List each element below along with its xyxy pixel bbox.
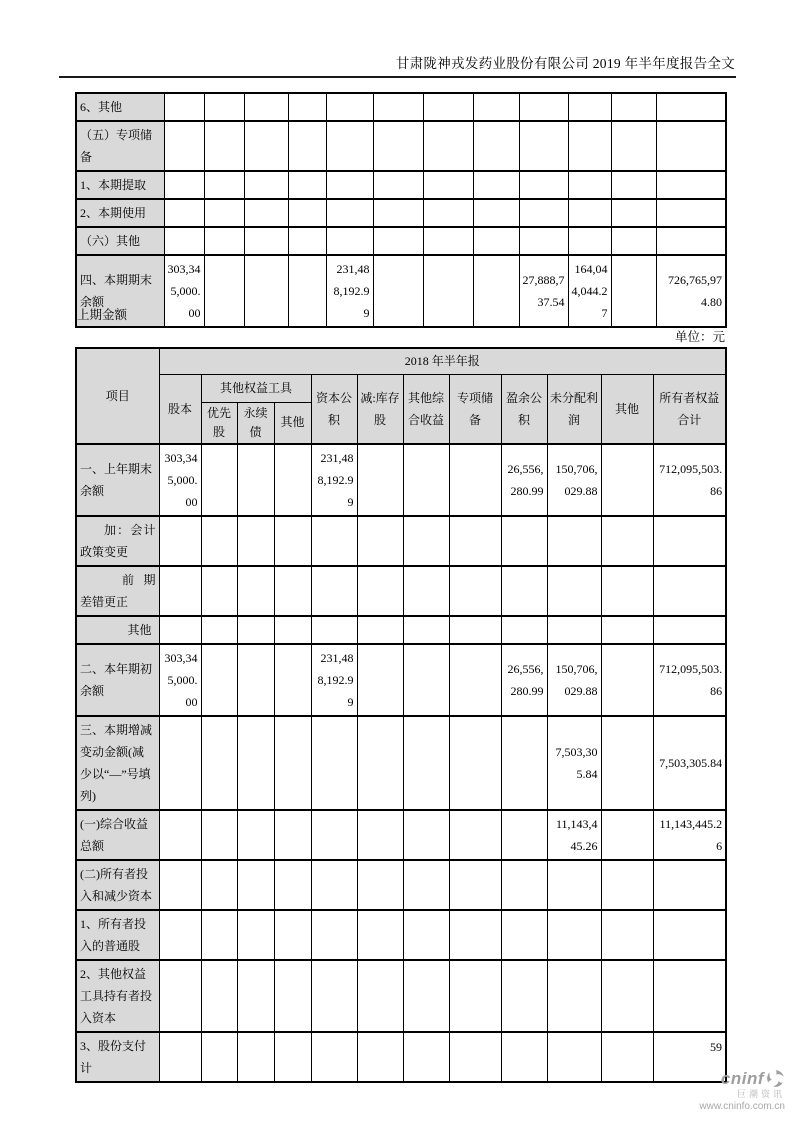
value-cell bbox=[164, 121, 204, 171]
value-cell bbox=[501, 910, 547, 960]
value-cell bbox=[653, 516, 726, 566]
value-cell: 27,888,737.54 bbox=[519, 255, 568, 327]
value-cell bbox=[201, 566, 237, 616]
value-cell bbox=[601, 910, 653, 960]
row-label: 四、本期期末余额 bbox=[76, 255, 164, 327]
col-header-other-equity-instruments: 其他权益工具 bbox=[201, 374, 311, 402]
value-cell bbox=[519, 93, 568, 121]
value-cell bbox=[274, 616, 311, 644]
value-cell bbox=[601, 716, 653, 810]
value-cell bbox=[288, 255, 326, 327]
prior-period-section-label: 上期金额 bbox=[77, 308, 128, 322]
value-cell bbox=[568, 121, 611, 171]
value-cell bbox=[159, 516, 201, 566]
row-label: （六）其他 bbox=[76, 227, 164, 255]
value-cell bbox=[449, 716, 501, 810]
table-row bbox=[76, 910, 726, 960]
value-cell bbox=[159, 910, 201, 960]
value-cell bbox=[288, 199, 326, 227]
value-cell bbox=[653, 860, 726, 910]
col-header-other: 其他 bbox=[601, 374, 653, 444]
page-number: 59 bbox=[710, 1040, 722, 1054]
value-cell bbox=[601, 616, 653, 644]
value-cell bbox=[244, 199, 288, 227]
row-label: 2、本期使用 bbox=[76, 199, 164, 227]
value-cell bbox=[311, 566, 357, 616]
value-cell bbox=[423, 199, 473, 227]
value-cell: 26,556,280.99 bbox=[501, 444, 547, 516]
value-cell bbox=[201, 1032, 237, 1082]
row-label: 加：会计政策变更 bbox=[76, 516, 159, 566]
value-cell bbox=[237, 644, 274, 716]
value-cell bbox=[244, 171, 288, 199]
value-cell bbox=[204, 121, 244, 171]
value-cell bbox=[473, 227, 519, 255]
value-cell bbox=[501, 1032, 547, 1082]
table-row bbox=[76, 960, 726, 1032]
value-cell bbox=[357, 516, 403, 566]
value-cell bbox=[204, 255, 244, 327]
value-cell bbox=[601, 444, 653, 516]
row-label: 1、所有者投入的普通股 bbox=[76, 910, 159, 960]
value-cell bbox=[568, 227, 611, 255]
row-label: 三、本期增减变动金额(减少以“—”号填列) bbox=[76, 716, 159, 810]
value-cell bbox=[601, 1032, 653, 1082]
value-cell bbox=[204, 199, 244, 227]
value-cell bbox=[357, 960, 403, 1032]
table-row bbox=[76, 516, 726, 566]
table-row bbox=[76, 1032, 726, 1082]
col-header-share-capital: 股本 bbox=[159, 374, 201, 444]
value-cell bbox=[611, 255, 656, 327]
value-cell bbox=[237, 960, 274, 1032]
value-cell bbox=[547, 616, 601, 644]
value-cell bbox=[311, 910, 357, 960]
value-cell bbox=[237, 1032, 274, 1082]
value-cell bbox=[656, 171, 726, 199]
value-cell bbox=[547, 960, 601, 1032]
value-cell bbox=[288, 121, 326, 171]
value-cell bbox=[373, 227, 423, 255]
value-cell: 231,488,192.99 bbox=[326, 255, 373, 327]
value-cell bbox=[449, 860, 501, 910]
value-cell bbox=[403, 644, 449, 716]
value-cell: 712,095,503.86 bbox=[653, 444, 726, 516]
document-title: 甘肃陇神戎发药业股份有限公司 2019 年半年度报告全文 bbox=[395, 56, 735, 71]
equity-change-table-current bbox=[75, 92, 727, 328]
value-cell bbox=[237, 810, 274, 860]
value-cell bbox=[449, 566, 501, 616]
table-row bbox=[76, 616, 726, 644]
value-cell bbox=[601, 516, 653, 566]
value-cell bbox=[237, 516, 274, 566]
value-cell bbox=[449, 644, 501, 716]
value-cell bbox=[473, 199, 519, 227]
row-label: 1、本期提取 bbox=[76, 171, 164, 199]
value-cell: 7,503,305.84 bbox=[547, 716, 601, 810]
table-row bbox=[76, 227, 726, 255]
header-divider bbox=[59, 76, 736, 78]
value-cell bbox=[288, 93, 326, 121]
value-cell bbox=[274, 960, 311, 1032]
value-cell bbox=[656, 199, 726, 227]
value-cell bbox=[473, 255, 519, 327]
value-cell bbox=[326, 199, 373, 227]
value-cell bbox=[473, 93, 519, 121]
value-cell bbox=[519, 171, 568, 199]
value-cell bbox=[423, 227, 473, 255]
value-cell bbox=[357, 644, 403, 716]
col-header-surplus-reserve: 盈余公积 bbox=[501, 374, 547, 444]
value-cell bbox=[326, 93, 373, 121]
value-cell bbox=[653, 960, 726, 1032]
value-cell bbox=[311, 616, 357, 644]
value-cell bbox=[311, 516, 357, 566]
value-cell: 150,706,029.88 bbox=[547, 644, 601, 716]
value-cell bbox=[423, 121, 473, 171]
value-cell bbox=[473, 121, 519, 171]
value-cell bbox=[159, 860, 201, 910]
value-cell: 7,503,305.84 bbox=[653, 716, 726, 810]
value-cell bbox=[288, 171, 326, 199]
value-cell bbox=[547, 1032, 601, 1082]
table-row bbox=[76, 860, 726, 910]
value-cell bbox=[519, 199, 568, 227]
value-cell bbox=[611, 227, 656, 255]
value-cell bbox=[201, 616, 237, 644]
value-cell bbox=[311, 716, 357, 810]
cninfo-logo-text: cninf bbox=[720, 1069, 764, 1088]
value-cell bbox=[601, 960, 653, 1032]
value-cell bbox=[568, 171, 611, 199]
value-cell: 303,345,000.00 bbox=[164, 255, 204, 327]
value-cell bbox=[326, 121, 373, 171]
table-row bbox=[76, 566, 726, 616]
col-header-perpetual-bonds: 永续债 bbox=[237, 402, 274, 444]
value-cell bbox=[326, 171, 373, 199]
value-cell bbox=[274, 644, 311, 716]
row-label: 其他 bbox=[76, 616, 159, 644]
row-label: 一、上年期末余额 bbox=[76, 444, 159, 516]
unit-label: 单位：元 bbox=[674, 330, 725, 344]
value-cell bbox=[423, 93, 473, 121]
table-row bbox=[76, 255, 726, 327]
value-cell bbox=[449, 516, 501, 566]
value-cell bbox=[357, 566, 403, 616]
value-cell bbox=[201, 644, 237, 716]
value-cell bbox=[449, 444, 501, 516]
value-cell bbox=[274, 716, 311, 810]
value-cell bbox=[501, 566, 547, 616]
value-cell bbox=[449, 910, 501, 960]
value-cell bbox=[547, 516, 601, 566]
value-cell bbox=[357, 616, 403, 644]
table-row bbox=[76, 716, 726, 810]
value-cell bbox=[519, 227, 568, 255]
col-header-preferred-shares: 优先股 bbox=[201, 402, 237, 444]
value-cell bbox=[274, 860, 311, 910]
row-label: 3、股份支付计 bbox=[76, 1032, 159, 1082]
value-cell bbox=[403, 960, 449, 1032]
value-cell bbox=[501, 516, 547, 566]
row-label: 2、其他权益工具持有者投入资本 bbox=[76, 960, 159, 1032]
value-cell: 26,556,280.99 bbox=[501, 644, 547, 716]
value-cell bbox=[237, 860, 274, 910]
value-cell bbox=[204, 227, 244, 255]
value-cell bbox=[403, 910, 449, 960]
value-cell bbox=[274, 1032, 311, 1082]
value-cell bbox=[423, 255, 473, 327]
value-cell bbox=[164, 199, 204, 227]
value-cell bbox=[201, 910, 237, 960]
value-cell bbox=[274, 810, 311, 860]
value-cell bbox=[201, 444, 237, 516]
value-cell bbox=[568, 93, 611, 121]
col-header-capital-reserve: 资本公积 bbox=[311, 374, 357, 444]
value-cell bbox=[611, 199, 656, 227]
value-cell bbox=[274, 566, 311, 616]
value-cell bbox=[373, 255, 423, 327]
value-cell bbox=[601, 644, 653, 716]
col-header-less-treasury-stock: 减:库存股 bbox=[357, 374, 403, 444]
value-cell bbox=[403, 566, 449, 616]
value-cell bbox=[357, 716, 403, 810]
value-cell bbox=[547, 910, 601, 960]
value-cell bbox=[159, 810, 201, 860]
table-row bbox=[76, 93, 726, 121]
value-cell bbox=[326, 227, 373, 255]
value-cell bbox=[159, 960, 201, 1032]
value-cell bbox=[164, 227, 204, 255]
value-cell bbox=[237, 566, 274, 616]
value-cell bbox=[601, 860, 653, 910]
value-cell bbox=[159, 716, 201, 810]
value-cell bbox=[611, 171, 656, 199]
value-cell bbox=[159, 566, 201, 616]
table-row bbox=[76, 199, 726, 227]
value-cell bbox=[274, 444, 311, 516]
value-cell: 303,345,000.00 bbox=[159, 444, 201, 516]
value-cell bbox=[357, 860, 403, 910]
value-cell: 712,095,503.86 bbox=[653, 644, 726, 716]
value-cell bbox=[274, 516, 311, 566]
value-cell bbox=[159, 1032, 201, 1082]
value-cell: 231,488,192.99 bbox=[311, 444, 357, 516]
value-cell: 150,706,029.88 bbox=[547, 444, 601, 516]
value-cell bbox=[373, 199, 423, 227]
value-cell bbox=[653, 616, 726, 644]
value-cell bbox=[244, 255, 288, 327]
row-label: 6、其他 bbox=[76, 93, 164, 121]
row-label: （五）专项储备 bbox=[76, 121, 164, 171]
value-cell bbox=[568, 199, 611, 227]
value-cell bbox=[201, 810, 237, 860]
item-column-header: 项目 bbox=[76, 348, 159, 444]
value-cell bbox=[403, 444, 449, 516]
value-cell bbox=[403, 810, 449, 860]
table-row bbox=[76, 121, 726, 171]
value-cell bbox=[403, 860, 449, 910]
value-cell bbox=[373, 93, 423, 121]
value-cell: 726,765,974.80 bbox=[656, 255, 726, 327]
value-cell bbox=[403, 716, 449, 810]
value-cell bbox=[601, 810, 653, 860]
value-cell bbox=[159, 616, 201, 644]
col-header-undistributed-profit: 未分配利润 bbox=[547, 374, 601, 444]
value-cell bbox=[311, 860, 357, 910]
value-cell bbox=[653, 910, 726, 960]
value-cell bbox=[656, 93, 726, 121]
value-cell bbox=[201, 716, 237, 810]
value-cell bbox=[201, 860, 237, 910]
value-cell bbox=[244, 93, 288, 121]
value-cell bbox=[288, 227, 326, 255]
value-cell bbox=[449, 810, 501, 860]
value-cell bbox=[501, 716, 547, 810]
value-cell bbox=[519, 121, 568, 171]
value-cell bbox=[449, 1032, 501, 1082]
table-row bbox=[76, 171, 726, 199]
col-header-special-reserve: 专项储备 bbox=[449, 374, 501, 444]
value-cell bbox=[311, 960, 357, 1032]
value-cell bbox=[237, 716, 274, 810]
value-cell bbox=[357, 1032, 403, 1082]
value-cell bbox=[611, 121, 656, 171]
value-cell: 11,143,445.26 bbox=[653, 810, 726, 860]
value-cell bbox=[244, 121, 288, 171]
period-header: 2018 年半年报 bbox=[159, 348, 726, 374]
value-cell bbox=[501, 616, 547, 644]
value-cell bbox=[423, 171, 473, 199]
value-cell bbox=[547, 860, 601, 910]
value-cell bbox=[274, 910, 311, 960]
cninfo-logo-chinese: 巨潮资讯 bbox=[736, 1089, 785, 1099]
value-cell bbox=[403, 616, 449, 644]
value-cell bbox=[164, 93, 204, 121]
value-cell bbox=[501, 810, 547, 860]
value-cell: 231,488,192.99 bbox=[311, 644, 357, 716]
value-cell bbox=[656, 227, 726, 255]
value-cell bbox=[656, 121, 726, 171]
value-cell bbox=[373, 121, 423, 171]
value-cell bbox=[547, 566, 601, 616]
value-cell bbox=[357, 444, 403, 516]
value-cell: 11,143,445.26 bbox=[547, 810, 601, 860]
value-cell: 303,345,000.00 bbox=[159, 644, 201, 716]
value-cell bbox=[601, 566, 653, 616]
col-header-other-sub: 其他 bbox=[274, 402, 311, 444]
value-cell bbox=[653, 566, 726, 616]
value-cell bbox=[204, 93, 244, 121]
row-label: (一)综合收益总额 bbox=[76, 810, 159, 860]
value-cell bbox=[237, 444, 274, 516]
row-label: 二、本年期初余额 bbox=[76, 644, 159, 716]
value-cell bbox=[403, 516, 449, 566]
value-cell: 164,044,044.27 bbox=[568, 255, 611, 327]
value-cell bbox=[473, 171, 519, 199]
cninfo-logo bbox=[699, 1069, 785, 1112]
value-cell bbox=[357, 910, 403, 960]
value-cell bbox=[501, 860, 547, 910]
row-label: 前期差错更正 bbox=[76, 566, 159, 616]
value-cell bbox=[201, 516, 237, 566]
table-row bbox=[76, 810, 726, 860]
value-cell bbox=[164, 171, 204, 199]
row-label: (二)所有者投入和减少资本 bbox=[76, 860, 159, 910]
value-cell bbox=[311, 1032, 357, 1082]
value-cell bbox=[201, 960, 237, 1032]
value-cell bbox=[237, 910, 274, 960]
value-cell bbox=[449, 616, 501, 644]
cninfo-swirl-icon bbox=[766, 1069, 785, 1088]
table-row bbox=[76, 644, 726, 716]
value-cell bbox=[204, 171, 244, 199]
value-cell bbox=[611, 93, 656, 121]
value-cell bbox=[449, 960, 501, 1032]
col-header-total-equity: 所有者权益合计 bbox=[653, 374, 726, 444]
value-cell bbox=[403, 1032, 449, 1082]
value-cell bbox=[311, 810, 357, 860]
value-cell bbox=[237, 616, 274, 644]
value-cell bbox=[501, 960, 547, 1032]
equity-change-table-prior bbox=[75, 347, 727, 1083]
col-header-other-comprehensive-income: 其他综合收益 bbox=[403, 374, 449, 444]
value-cell bbox=[244, 227, 288, 255]
cninfo-logo-url: www.cninfo.com.cn bbox=[699, 1101, 785, 1112]
value-cell bbox=[357, 810, 403, 860]
table-row bbox=[76, 444, 726, 516]
value-cell bbox=[373, 171, 423, 199]
